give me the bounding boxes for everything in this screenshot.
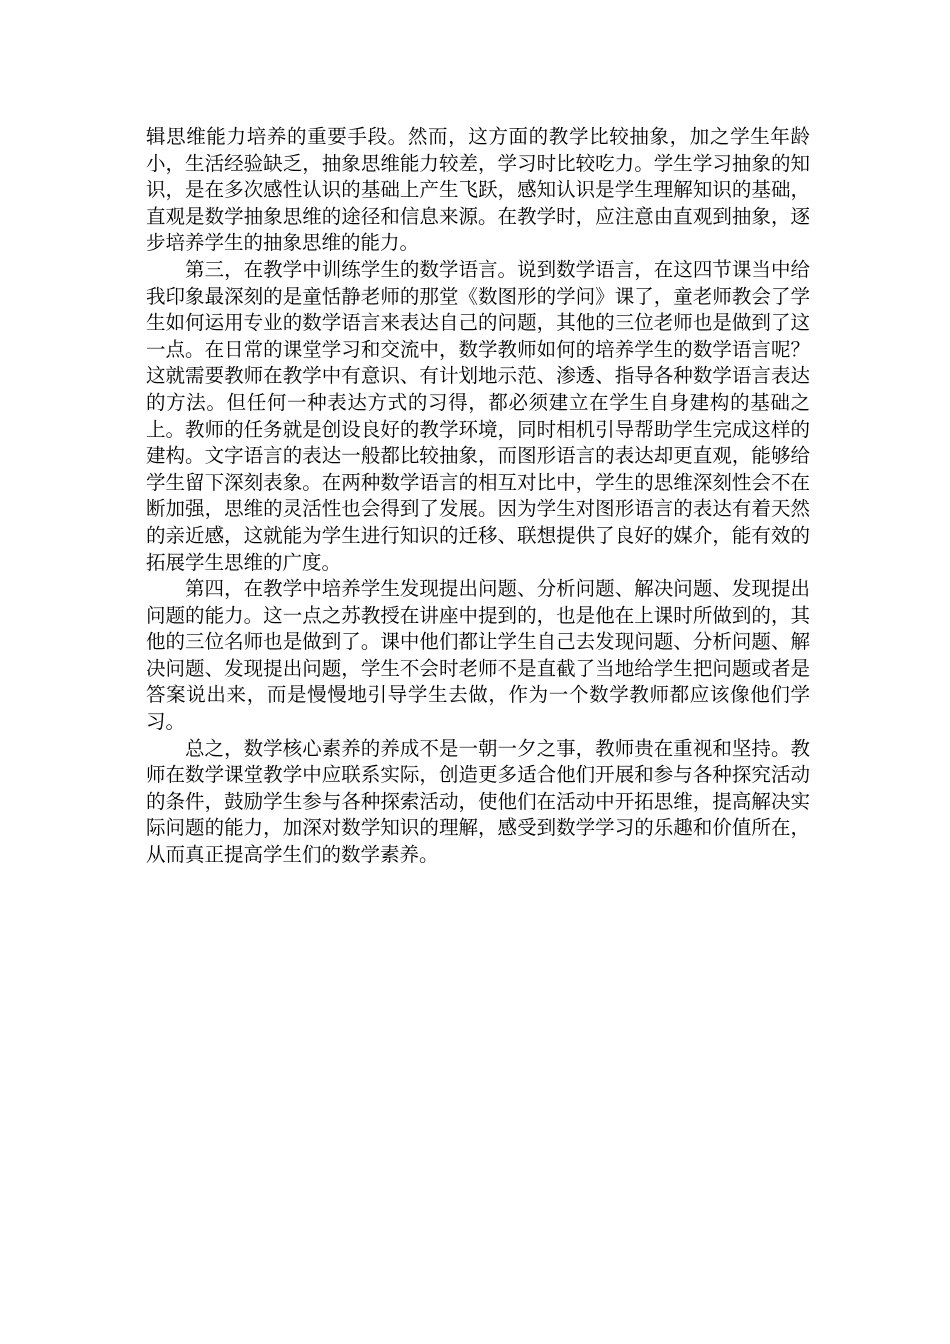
paragraph-conclusion: 总之，数学核心素养的养成不是一朝一夕之事，教师贵在重视和坚持。教师在数学课堂教学中应联系实际，创造更多适合他们开展和参与各种探究活动的条件，鼓励学生参与各种探索活动，使他们在活动中开拓思维，提高解决实际问题的能力，加深对数学知识的理解，感受到数学学习的乐趣和价值所在，从而真正提高学生们的数学素养。	[146, 736, 810, 867]
paragraph-continuation: 辑思维能力培养的重要手段。然而，这方面的教学比较抽象，加之学生年龄小，生活经验缺乏，抽象思维能力较差，学习时比较吃力。学生学习抽象的知识，是在多次感性认识的基础上产生飞跃，感知认识是学生理解知识的基础，直观是数学抽象思维的途径和信息来源。在教学时，应注意由直观到抽象，逐步培养学生的抽象思维的能力。	[146, 125, 810, 255]
document-body	[146, 124, 810, 869]
paragraph-third-point: 第三，在教学中训练学生的数学语言。说到数学语言，在这四节课当中给我印象最深刻的是童恬静老师的那堂《数图形的学问》课了，童老师教会了学生如何运用专业的数学语言来表达自己的问题，其他的三位老师也是做到了这一点。在日常的课堂学习和交流中，数学教师如何的培养学生的数学语言呢？这就需要教师在教学中有意识、有计划地示范、渗透、指导各种数学语言表达的方法。但任何一种表达方式的习得，都必须建立在学生自身建构的基础之上。教师的任务就是创设良好的教学环境，同时相机引导帮助学生完成这样的建构。文字语言的表达一般都比较抽象，而图形语言的表达却更直观，能够给学生留下深刻表象。在两种数学语言的相互对比中，学生的思维深刻性会不在断加强，思维的灵活性也会得到了发展。因为学生对图形语言的表达有着天然的亲近感，这就能为学生进行知识的迁移、联想提供了良好的媒介，能有效的拓展学生思维的广度。	[146, 257, 810, 574]
paragraph-fourth-point: 第四，在教学中培养学生发现提出问题、分析问题、解决问题、发现提出问题的能力。这一点之苏教授在讲座中提到的，也是他在上课时所做到的，其他的三位名师也是做到了。课中他们都让学生自己去发现问题、分析问题、解决问题、发现提出问题，学生不会时老师不是直截了当地给学生把问题或者是答案说出来，而是慢慢地引导学生去做，作为一个数学教师都应该像他们学习。	[146, 577, 810, 734]
